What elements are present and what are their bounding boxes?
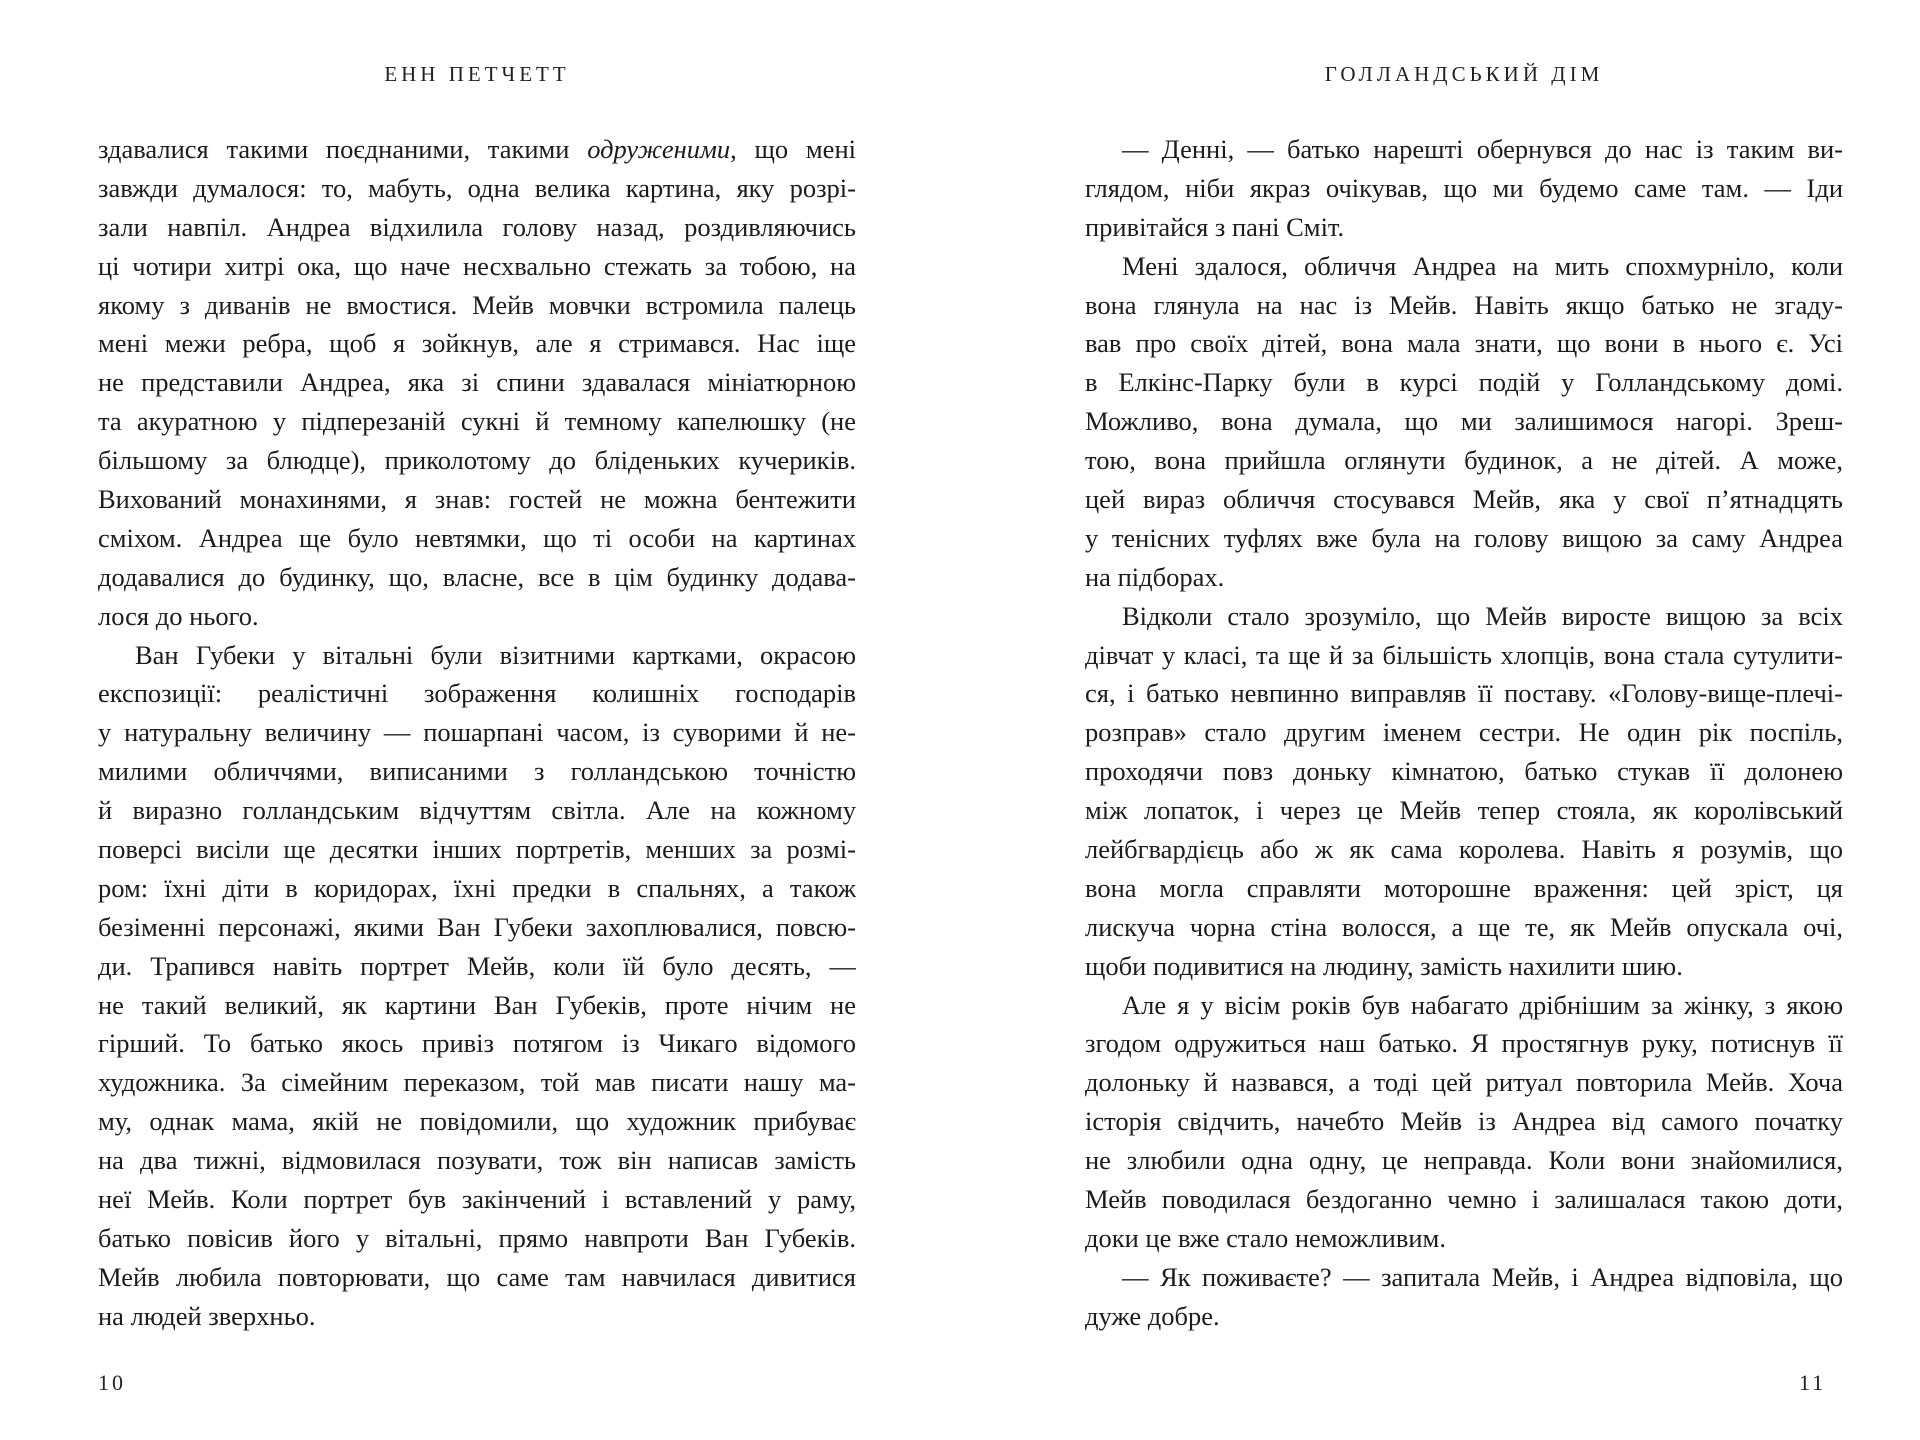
text-line: Вихований монахинями, я знав: гостей не можна бентежити [98,484,856,515]
text-line: гірший. То батько якось привіз потягом із Чикаго відомого [98,1028,856,1059]
text-line: на людей зверхньо. [98,1300,316,1331]
page-number-right: 11 [1799,1370,1827,1395]
text-line: на підборах. [1085,561,1225,592]
text-line: — Денні, — батько нарешті обернувся до нас із таким ви- [1122,134,1843,164]
text-line: Мені здалося, обличчя Андреа на мить спохмурніло, коли [1122,250,1843,281]
text-line: дуже добре. [1085,1300,1220,1331]
text-line: зали навпіл. Андреа відхилила голову назад, роздивляючись [98,211,856,242]
text-line: глядом, ніби якраз очікував, що ми будемо саме там. — Іди [1085,172,1843,203]
text-line: у натуральну величину — пошарпані часом, із суворими й не- [98,717,856,748]
text-line: ди. Трапився навіть портрет Мейв, коли їй було десять, — [98,950,856,981]
text-line: лискуча чорна стіна волосся, а ще те, як Мейв опускала очі, [1085,911,1843,942]
text-line: Мейв любила повторювати, що саме там навчилася дивитися [98,1261,856,1292]
text-line: не злюбили одна одну, це неправда. Коли вони знайомилися, [1085,1145,1843,1176]
text-line: цей вираз обличчя стосувався Мейв, яка у свої п’ятнадцять [1085,484,1843,515]
text-line: ці чотири хитрі ока, що наче несхвально стежать за тобою, на [98,250,856,281]
text-line: якому з диванів не вмостися. Мейв мовчки встромила палець [98,289,856,320]
text-line: поверсі висіли ще десятки інших портретів, менших за розмі- [98,834,856,865]
text-line: не представили Андреа, яка зі спини здавалася мініатюрною [98,367,856,398]
text-line: вона могла справляти моторошне враження: цей зріст, ця [1085,872,1843,903]
text-line: тою, вона прийшла оглянути будинок, а не дітей. А може, [1085,445,1843,476]
text-line: Але я у вісім років був набагато дрібнішим за жінку, з якою [1122,989,1843,1020]
text-line: долоньку й назвався, а тоді цей ритуал повторила Мейв. Хоча [1085,1067,1843,1098]
text-line: у тенісних туфлях вже була на голову вищою за саму Андреа [1085,522,1843,553]
text-line: на два тижні, відмовилася позувати, тож він написав замість [98,1145,856,1176]
text-line: завжди думалося: то, мабуть, одна велика картина, яку розрі- [98,172,856,203]
text-line: Можливо, вона думала, що ми залишимося нагорі. Зреш- [1085,406,1843,437]
text-line: розправ» стало другим іменем сестри. Не один рік поспіль, [1085,717,1843,748]
text-line: Мейв поводилася бездоганно чемно і залишалася такою доти, [1085,1184,1843,1215]
text-line: мені межи ребра, щоб я зойкнув, але я стримався. Нас іще [98,328,856,359]
text-line: лося до нього. [98,600,259,631]
text-line: не такий великий, як картини Ван Губеків, проте нічим не [98,989,856,1020]
text-line: більшому за блюдце), приколотому до бліденьких кучериків. [98,445,856,476]
text-line: проходячи повз доньку кімнатою, батько стукав її долонею [1085,756,1843,787]
text-line: додавалися до будинку, що, власне, все в цім будинку додава- [98,561,856,592]
text-line: щоби подивитися на людину, замість нахилити шию. [1085,950,1683,981]
text-line: ром: їхні діти в коридорах, їхні предки в спальнях, а також [98,872,856,903]
emphasis-word: одруженими [587,134,731,164]
text-line: милими обличчями, виписаними з голландською точністю [98,756,856,787]
text-line: му, однак мама, якій не повідомили, що художник прибуває [98,1106,856,1137]
left-text-block [98,130,856,1336]
text-line: Ван Губеки у вітальні були візитними картками, окрасою [135,639,856,670]
text-line: лейбгвардієць або ж як сама королева. Навіть я розумів, що [1085,834,1843,865]
text-line: сміхом. Андреа ще було невтямки, що ті особи на картинах [98,522,856,553]
text-line: дівчат у класі, та ще й за більшість хлопців, вона стала сутулити- [1085,639,1843,670]
text-line: здавалися такими поєднаними, такими одруженими, що мені [98,134,856,164]
text-line: вона глянула на нас із Мейв. Навіть якщо батько не згаду- [1085,289,1843,320]
right-text-block [1085,130,1843,1336]
page-number-left: 10 [98,1370,126,1395]
right-page [960,0,1920,1440]
text-line: — Як поживаєте? — запитала Мейв, і Андреа відповіла, що [1122,1261,1843,1292]
text-line: неї Мейв. Коли портрет був закінчений і вставлений у раму, [98,1184,856,1215]
text-line: історія свідчить, начебто Мейв із Андреа від самого початку [1085,1106,1843,1137]
text-line: згодом одружиться наш батько. Я простягнув руку, потиснув її [1085,1028,1843,1059]
text-line: експозиції: реалістичні зображення колишніх господарів [98,678,856,709]
text-line: батько повісив його у вітальні, прямо навпроти Ван Губеків. [98,1222,856,1253]
running-head-title: ГОЛЛАНДСЬКИЙ ДІМ [1324,62,1604,86]
running-head-author: ЕНН ПЕТЧЕТТ [384,62,570,86]
text-line: доки це вже стало неможливим. [1085,1222,1446,1253]
text-line: Відколи стало зрозуміло, що Мейв виросте вищою за всіх [1122,600,1843,631]
text-line: й виразно голландським відчуттям світла. Але на кожному [98,795,856,826]
text-line: безіменні персонажі, якими Ван Губеки захоплювалися, повсю- [98,911,856,942]
text-line: ся, і батько невпинно виправляв її поставу. «Голову-вище-плечі- [1085,678,1843,709]
text-line: вав про своїх дітей, вона мала знати, що вони в нього є. Усі [1085,328,1843,359]
text-line: привітайся з пані Сміт. [1085,211,1345,242]
text-line: та акуратною у підперезаній сукні й темному капелюшку (не [98,406,856,437]
text-line: між лопаток, і через це Мейв тепер стояла, як королівський [1085,795,1843,826]
text-line: художника. За сімейним переказом, той мав писати нашу ма- [98,1067,856,1098]
text-line: в Елкінс-Парку були в курсі подій у Голландському домі. [1085,367,1843,398]
